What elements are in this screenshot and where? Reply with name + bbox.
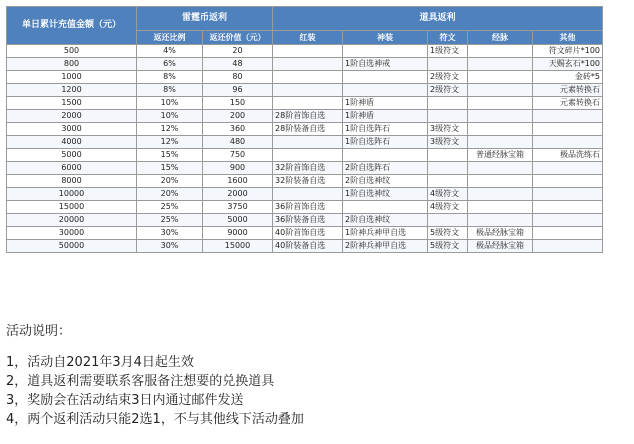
- cell-other: [533, 110, 603, 123]
- notes-title: 活动说明：: [6, 324, 72, 339]
- cell-rebate-ratio: 10%: [137, 97, 203, 110]
- cell-divine-gear: 1阶神盾: [343, 110, 428, 123]
- cell-meridian: [468, 214, 533, 227]
- cell-rebate-ratio: 10%: [137, 110, 203, 123]
- cell-other: [533, 136, 603, 149]
- cell-divine-gear: 1阶自选神戒: [343, 58, 428, 71]
- cell-rebate-value: 3750: [203, 201, 273, 214]
- rebate-table-body: [7, 45, 603, 253]
- rebate-table: [6, 6, 603, 253]
- cell-amount: 20000: [7, 214, 137, 227]
- cell-rebate-value: 2000: [203, 188, 273, 201]
- cell-rebate-ratio: 15%: [137, 162, 203, 175]
- cell-other: [533, 240, 603, 253]
- cell-rebate-ratio: 6%: [137, 58, 203, 71]
- cell-meridian: 普通经脉宝箱: [468, 149, 533, 162]
- cell-rune: [428, 149, 468, 162]
- cell-rebate-ratio: 20%: [137, 188, 203, 201]
- header-meridian: 经脉: [468, 31, 533, 45]
- table-row: [7, 240, 603, 253]
- cell-other: [533, 123, 603, 136]
- cell-rune: 1级符文: [428, 45, 468, 58]
- cell-amount: 6000: [7, 162, 137, 175]
- cell-other: 天赐玄石*100: [533, 58, 603, 71]
- cell-meridian: 极品经脉宝箱: [468, 227, 533, 240]
- cell-rune: [428, 97, 468, 110]
- cell-other: [533, 162, 603, 175]
- cell-amount: 15000: [7, 201, 137, 214]
- cell-amount: 800: [7, 58, 137, 71]
- cell-rebate-value: 9000: [203, 227, 273, 240]
- cell-red-gear: [273, 84, 343, 97]
- header-red-gear: 红装: [273, 31, 343, 45]
- table-row: [7, 136, 603, 149]
- cell-divine-gear: 1阶自选阵石: [343, 136, 428, 149]
- cell-meridian: [468, 136, 533, 149]
- cell-rune: 4级符文: [428, 201, 468, 214]
- cell-meridian: [468, 45, 533, 58]
- table-row: [7, 110, 603, 123]
- cell-other: 元素转换石: [533, 97, 603, 110]
- cell-other: 符文碎片*100: [533, 45, 603, 58]
- cell-other: [533, 201, 603, 214]
- cell-rune: [428, 214, 468, 227]
- cell-meridian: [468, 201, 533, 214]
- cell-rune: [428, 58, 468, 71]
- cell-rebate-value: 900: [203, 162, 273, 175]
- cell-rebate-value: 1600: [203, 175, 273, 188]
- cell-rebate-ratio: 30%: [137, 240, 203, 253]
- cell-other: 极品洗练石: [533, 149, 603, 162]
- cell-meridian: [468, 175, 533, 188]
- table-row: [7, 227, 603, 240]
- header-rebate-ratio: 返还比例: [137, 31, 203, 45]
- cell-red-gear: 40阶首饰自选: [273, 227, 343, 240]
- cell-rebate-ratio: 15%: [137, 149, 203, 162]
- cell-rune: 3级符文: [428, 136, 468, 149]
- cell-red-gear: 36阶装备自选: [273, 214, 343, 227]
- table-row: [7, 71, 603, 84]
- cell-red-gear: [273, 45, 343, 58]
- cell-meridian: [468, 110, 533, 123]
- cell-amount: 8000: [7, 175, 137, 188]
- cell-rebate-ratio: 25%: [137, 214, 203, 227]
- cell-red-gear: 32阶首饰自选: [273, 162, 343, 175]
- cell-amount: 500: [7, 45, 137, 58]
- cell-divine-gear: 1阶自选阵石: [343, 123, 428, 136]
- note-line-3: 3，奖励会在活动结束3日内通过邮件发送: [6, 393, 244, 408]
- cell-rebate-value: 80: [203, 71, 273, 84]
- cell-amount: 2000: [7, 110, 137, 123]
- cell-meridian: 极品经脉宝箱: [468, 240, 533, 253]
- cell-rebate-value: 96: [203, 84, 273, 97]
- cell-meridian: [468, 162, 533, 175]
- table-row: [7, 188, 603, 201]
- cell-meridian: [468, 97, 533, 110]
- table-row: [7, 84, 603, 97]
- cell-rune: [428, 162, 468, 175]
- cell-rebate-value: 150: [203, 97, 273, 110]
- cell-divine-gear: 1阶神盾: [343, 97, 428, 110]
- cell-red-gear: 28阶装备自选: [273, 123, 343, 136]
- cell-rebate-ratio: 8%: [137, 84, 203, 97]
- header-other: 其他: [533, 31, 603, 45]
- table-row: [7, 162, 603, 175]
- cell-red-gear: [273, 58, 343, 71]
- header-rune: 符文: [428, 31, 468, 45]
- cell-divine-gear: [343, 201, 428, 214]
- cell-rebate-ratio: 25%: [137, 201, 203, 214]
- cell-red-gear: [273, 188, 343, 201]
- cell-divine-gear: 2阶自选神纹: [343, 175, 428, 188]
- cell-other: [533, 175, 603, 188]
- cell-divine-gear: 2阶自选神纹: [343, 214, 428, 227]
- cell-amount: 10000: [7, 188, 137, 201]
- cell-rebate-ratio: 20%: [137, 175, 203, 188]
- table-row: [7, 201, 603, 214]
- cell-rebate-ratio: 12%: [137, 123, 203, 136]
- cell-meridian: [468, 71, 533, 84]
- cell-divine-gear: 2阶神兵神甲自选: [343, 240, 428, 253]
- cell-meridian: [468, 188, 533, 201]
- cell-red-gear: [273, 97, 343, 110]
- activity-notes: [6, 322, 304, 429]
- header-items-group: 道具返利: [273, 7, 603, 31]
- table-row: [7, 149, 603, 162]
- cell-amount: 1000: [7, 71, 137, 84]
- table-row: [7, 214, 603, 227]
- cell-amount: 1200: [7, 84, 137, 97]
- cell-divine-gear: [343, 45, 428, 58]
- table-row: [7, 58, 603, 71]
- header-rebate-value: 返还价值（元）: [203, 31, 273, 45]
- table-row: [7, 97, 603, 110]
- cell-rebate-value: 15000: [203, 240, 273, 253]
- cell-divine-gear: [343, 149, 428, 162]
- cell-red-gear: 36阶首饰自选: [273, 201, 343, 214]
- cell-other: [533, 188, 603, 201]
- table-row: [7, 45, 603, 58]
- cell-divine-gear: [343, 71, 428, 84]
- cell-meridian: [468, 84, 533, 97]
- cell-rebate-value: 750: [203, 149, 273, 162]
- cell-red-gear: 40阶装备自选: [273, 240, 343, 253]
- header-divine-gear: 神装: [343, 31, 428, 45]
- cell-other: 金砖*5: [533, 71, 603, 84]
- cell-amount: 30000: [7, 227, 137, 240]
- cell-rebate-ratio: 8%: [137, 71, 203, 84]
- cell-other: 元素转换石: [533, 84, 603, 97]
- note-line-1: 1，活动自2021年3月4日起生效: [6, 355, 194, 370]
- table-row: [7, 175, 603, 188]
- cell-rune: 2级符文: [428, 71, 468, 84]
- cell-rune: 2级符文: [428, 84, 468, 97]
- cell-divine-gear: 2阶自选阵石: [343, 162, 428, 175]
- cell-red-gear: [273, 71, 343, 84]
- cell-rebate-value: 20: [203, 45, 273, 58]
- cell-meridian: [468, 123, 533, 136]
- cell-rebate-ratio: 30%: [137, 227, 203, 240]
- cell-rebate-value: 360: [203, 123, 273, 136]
- cell-rune: 3级符文: [428, 123, 468, 136]
- cell-divine-gear: 1阶自选神纹: [343, 188, 428, 201]
- cell-rebate-value: 200: [203, 110, 273, 123]
- cell-rebate-value: 5000: [203, 214, 273, 227]
- cell-rune: [428, 175, 468, 188]
- cell-amount: 1500: [7, 97, 137, 110]
- cell-divine-gear: 1阶神兵神甲自选: [343, 227, 428, 240]
- cell-divine-gear: [343, 84, 428, 97]
- cell-meridian: [468, 58, 533, 71]
- cell-other: [533, 227, 603, 240]
- cell-amount: 5000: [7, 149, 137, 162]
- note-line-2: 2，道具返利需要联系客服备注想要的兑换道具: [6, 374, 275, 389]
- cell-amount: 3000: [7, 123, 137, 136]
- cell-amount: 4000: [7, 136, 137, 149]
- cell-red-gear: 32阶装备自选: [273, 175, 343, 188]
- cell-rebate-value: 48: [203, 58, 273, 71]
- cell-red-gear: [273, 136, 343, 149]
- cell-red-gear: 28阶首饰自选: [273, 110, 343, 123]
- cell-rebate-ratio: 12%: [137, 136, 203, 149]
- cell-rune: [428, 110, 468, 123]
- header-currency-group: 雷霆币返利: [137, 7, 273, 31]
- cell-rune: 4级符文: [428, 188, 468, 201]
- cell-red-gear: [273, 149, 343, 162]
- cell-rune: 5级符文: [428, 227, 468, 240]
- cell-rune: 5级符文: [428, 240, 468, 253]
- note-line-4: 4，两个返利活动只能2选1，不与其他线下活动叠加: [6, 412, 304, 427]
- cell-rebate-value: 480: [203, 136, 273, 149]
- table-row: [7, 123, 603, 136]
- cell-rebate-ratio: 4%: [137, 45, 203, 58]
- cell-amount: 50000: [7, 240, 137, 253]
- header-amount: 单日累计充值金额（元）: [7, 7, 137, 45]
- cell-other: [533, 214, 603, 227]
